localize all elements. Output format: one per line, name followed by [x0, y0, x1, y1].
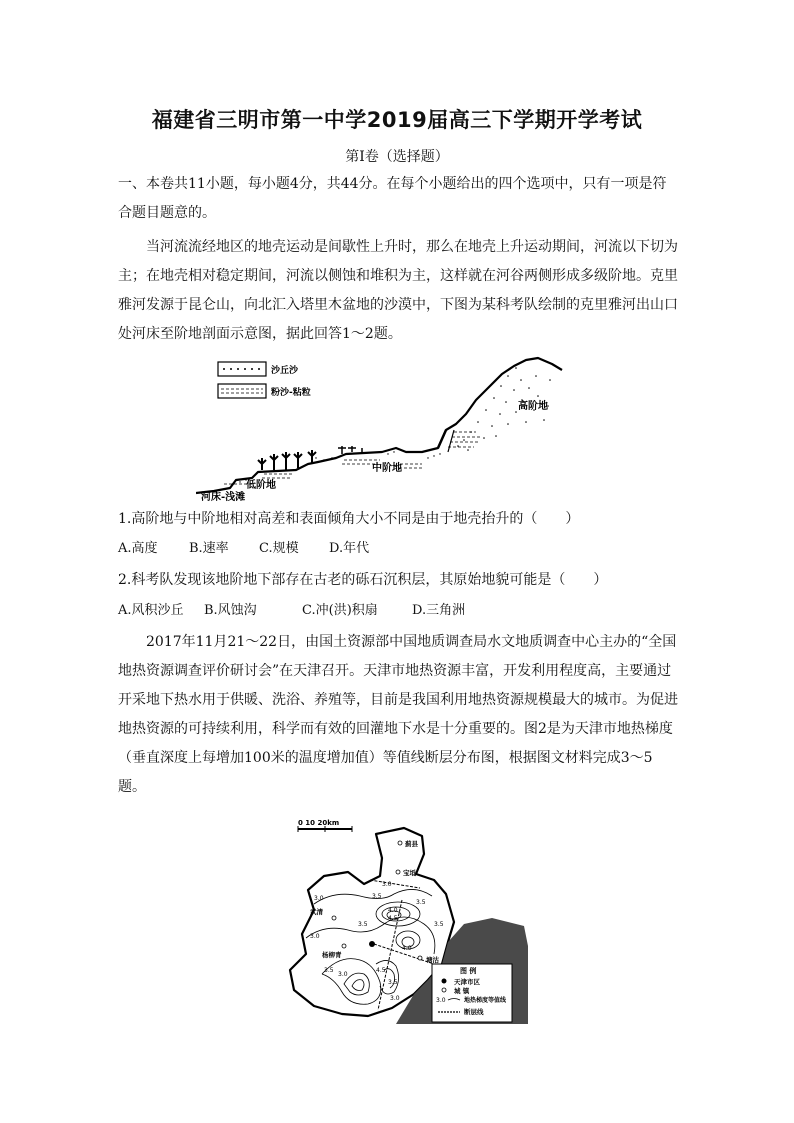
legend-item-contour: 地热梯度等值线	[464, 997, 507, 1004]
legend-item-town: 城 镇	[454, 987, 470, 995]
q2-option-b[interactable]: B.风蚀沟	[204, 603, 257, 618]
svg-text:3.0: 3.0	[310, 933, 320, 940]
town-marker-jixian	[398, 841, 402, 845]
tree-icon	[258, 450, 316, 470]
q1-option-c[interactable]: C.规模	[259, 541, 299, 556]
legend-silt-swatch	[218, 384, 266, 398]
town-marker-yangliuqing	[342, 944, 346, 948]
svg-text:3.0: 3.0	[338, 971, 348, 978]
city-marker-tianjin	[369, 941, 375, 947]
place-jixian: 蓟县	[405, 840, 418, 848]
legend-item-city: 天津市区	[454, 978, 480, 986]
svg-text:3.0: 3.0	[390, 995, 400, 1002]
legend-item-fault: 断层线	[464, 1008, 484, 1016]
label-river-bed: 河床-浅滩	[201, 492, 246, 502]
question-2-stem: 2.科考队发现该地阶地下部存在古老的砾石沉积层，其原始地貌可能是（ ）	[118, 572, 608, 588]
place-tanggu: 塘沽	[426, 956, 439, 964]
label-low-terrace: 低阶地	[246, 480, 276, 491]
passage-geothermal: 2017年11月21～22日，由国土资源部中国地质调查局水文地质调查中心主办的“全国地热资源调查评价研讨会”在天津召开。天津市地热资源丰富，开发利用程度高，主要通过开采地下热水用于供暖、洗浴、养殖等，目前是我国利用地热资源规模最大的城市。为促进地热资源的可持续利用，科学而有效的回灌地下水是十分重要的。图2是为天津市地热梯度（垂直深度上每增加100米的温度增加值）等值线断层分布图，根据图文材料完成3～5题。	[118, 634, 678, 795]
q2-option-d[interactable]: D.三角洲	[412, 603, 466, 618]
q2-option-a[interactable]: A.风积沙丘	[118, 603, 184, 618]
section-title: 第Ⅰ卷（选择题）	[345, 149, 449, 165]
svg-text:3.0: 3.0	[314, 895, 324, 902]
svg-text:4.5: 4.5	[376, 967, 386, 974]
map-legend-title: 图 例	[460, 967, 477, 975]
passage-terraces: 当河流流经地区的地壳运动是间歇性上升时，那么在地壳上升运动期间，河流以下切为主；在地壳相对稳定期间，河流以侧蚀和堆积为主，这样就在河谷两侧形成多级阶地。克里雅河发源于昆仑山，向北汇入塔里木盆地的沙漠中，下图为某科考队绘制的克里雅河出山口处河床至阶地剖面示意图，据此回答1～2题。	[118, 239, 678, 342]
town-marker-baodi	[396, 870, 400, 874]
svg-text:3.5: 3.5	[358, 921, 368, 928]
city-symbol-icon	[442, 979, 447, 984]
place-yangliuqing: 杨柳青	[322, 951, 342, 959]
svg-text:3.0: 3.0	[382, 881, 392, 888]
legend-sand-label: 沙丘沙	[271, 366, 299, 376]
q2-option-c[interactable]: C.冲(洪)积扇	[302, 603, 378, 618]
question-1-stem: 1.高阶地与中阶地相对高差和表面倾角大小不同是由于地壳抬升的（ ）	[118, 511, 580, 527]
town-symbol-icon	[442, 988, 446, 992]
label-high-terrace: 高阶地	[518, 401, 548, 412]
label-mid-terrace: 中阶地	[372, 463, 402, 474]
town-marker-wuqing	[332, 916, 336, 920]
svg-text:3.5: 3.5	[416, 899, 426, 906]
q1-option-d[interactable]: D.年代	[329, 541, 370, 556]
svg-text:4.5: 4.5	[388, 915, 398, 922]
tianjin-geothermal-map	[284, 814, 528, 1024]
town-marker-tanggu	[418, 956, 422, 960]
svg-text:3.5: 3.5	[434, 921, 444, 928]
place-baodi: 宝坻	[403, 869, 416, 877]
map-scale-label: 0 10 20km	[298, 819, 340, 827]
svg-text:3.5: 3.5	[372, 893, 382, 900]
terrace-profile-figure	[196, 356, 576, 502]
svg-text:3.5: 3.5	[388, 979, 398, 986]
instructions: 一、本卷共11小题，每小题4分，共44分。在每个小题给出的四个选项中，只有一项是符合题目题意的。	[118, 176, 667, 221]
page-title: 福建省三明市第一中学2019届高三下学期开学考试	[151, 108, 643, 132]
svg-text:3.5: 3.5	[324, 967, 334, 974]
svg-text:4.0: 4.0	[402, 945, 412, 952]
q1-option-a[interactable]: A.高度	[118, 541, 158, 556]
legend-contour-value: 3.0	[436, 997, 446, 1004]
q1-option-b[interactable]: B.速率	[189, 541, 229, 556]
svg-text:4.0: 4.0	[388, 907, 398, 914]
legend-silt-label: 粉沙-粘粒	[271, 388, 311, 398]
place-wuqing: 武清	[310, 908, 323, 916]
